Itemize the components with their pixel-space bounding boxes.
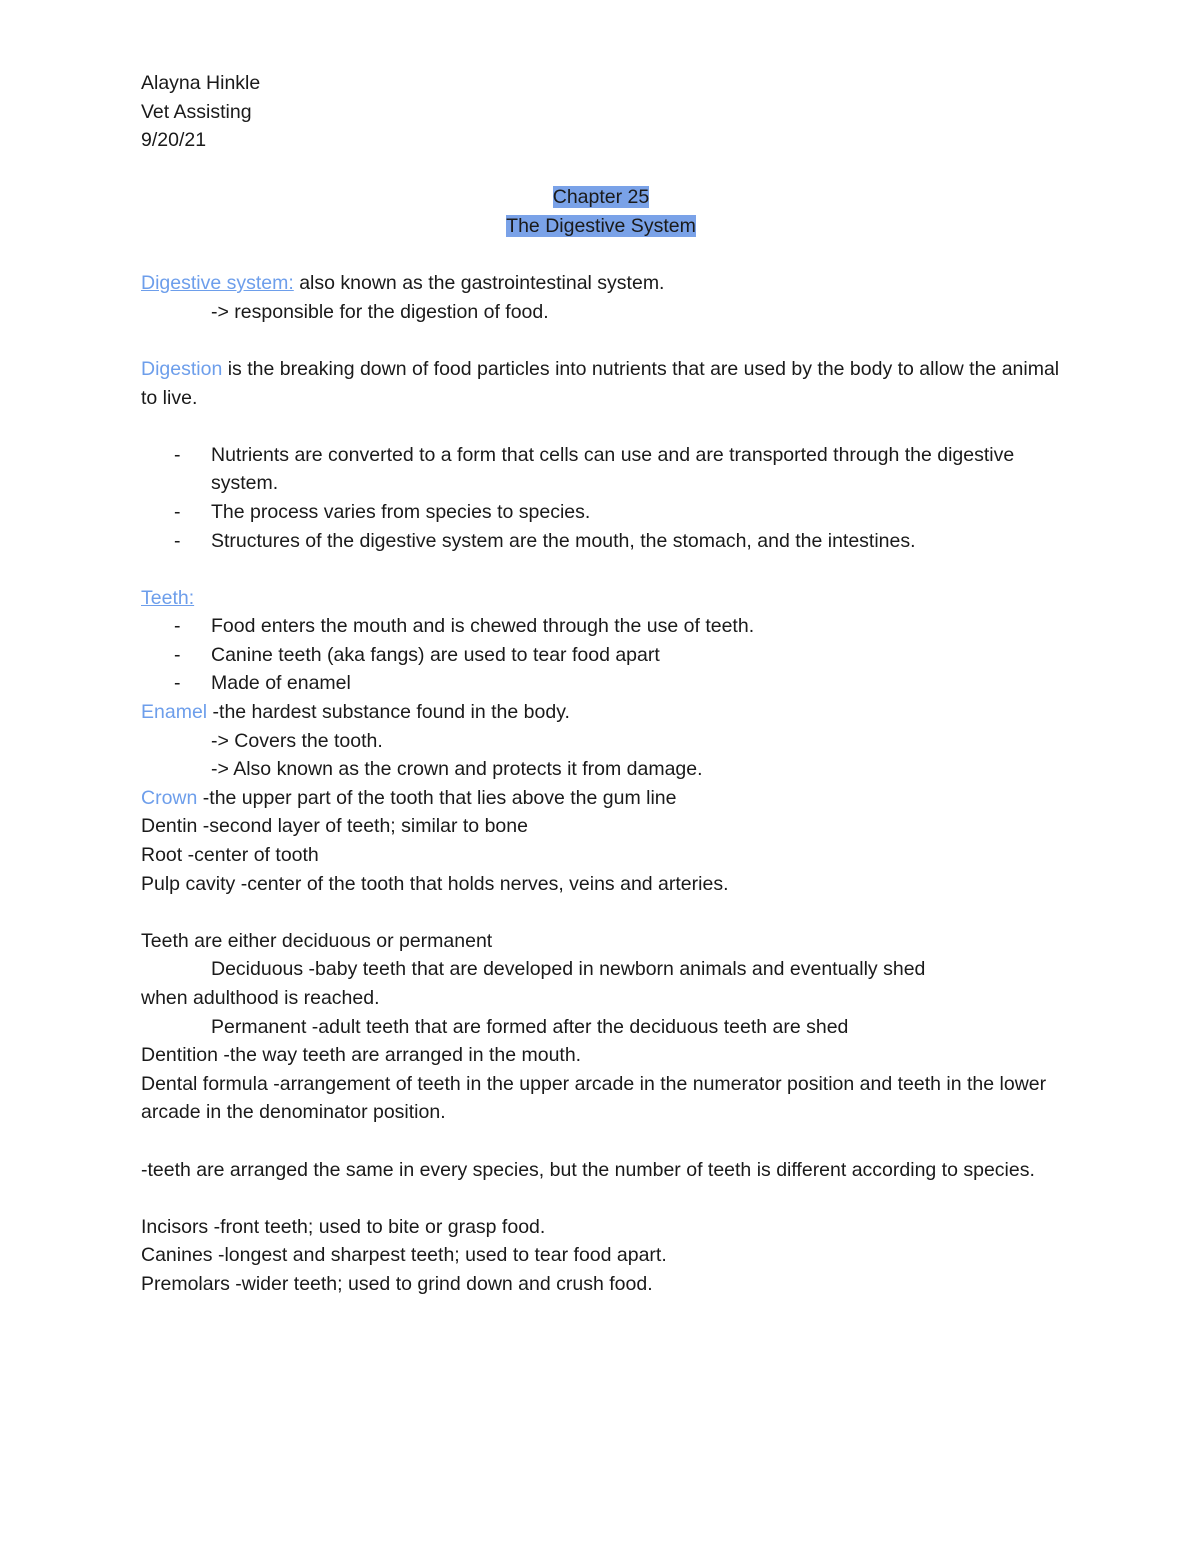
course-name: Vet Assisting xyxy=(141,100,252,123)
author-name: Alayna Hinkle xyxy=(141,72,261,94)
bullet-dash: - xyxy=(174,643,181,666)
bullet-dash: - xyxy=(174,529,181,552)
enamel-term: Enamel xyxy=(141,701,208,724)
list-item-text: Made of enamel xyxy=(211,672,351,695)
chapter-label: Chapter 25 xyxy=(552,186,650,209)
teeth-heading xyxy=(141,584,1061,613)
dental-formula-definition: Dental formula -arrangement of teeth in the upper arcade in the numerator position and teeth in the lower arcade in the denominator position. xyxy=(141,1072,1047,1124)
dentin-definition: Dentin -second layer of teeth; similar to bone xyxy=(141,815,528,838)
enamel-text: -the hardest substance found in the body. xyxy=(207,701,570,724)
dentition-definition: Dentition -the way teeth are arranged in the mouth. xyxy=(141,1044,582,1067)
teeth-bullet-list xyxy=(141,612,1061,698)
digestion-definition xyxy=(141,355,1061,412)
crown-term: Crown xyxy=(141,786,198,809)
teeth-types-intro: Teeth are either deciduous or permanent xyxy=(141,929,493,952)
deciduous-definition-cont: when adulthood is reached. xyxy=(141,987,380,1009)
enamel-note-2: -> Also known as the crown and protects it from damage. xyxy=(211,758,703,781)
enamel-definition xyxy=(141,698,1061,727)
title-label: The Digestive System xyxy=(506,214,696,237)
arrangement-note: -teeth are arranged the same in every species, but the number of teeth is different according to species. xyxy=(141,1158,1035,1181)
canines-definition: Canines -longest and sharpest teeth; used to tear food apart. xyxy=(141,1244,667,1267)
digestive-system-definition xyxy=(141,269,1061,298)
document-body xyxy=(141,69,1061,1299)
list-item xyxy=(141,498,1061,527)
crown-text: -the upper part of the tooth that lies above the gum line xyxy=(197,786,677,809)
pulp-cavity-definition: Pulp cavity -center of the tooth that holds nerves, veins and arteries. xyxy=(141,872,729,895)
digestion-text: is the breaking down of food particles into nutrients that are used by the body to allow the animal to live. xyxy=(141,357,1060,409)
document-date: 9/20/21 xyxy=(141,129,207,152)
list-item-text: Canine teeth (aka fangs) are used to tear food apart xyxy=(211,643,660,666)
bullet-dash: - xyxy=(174,443,181,466)
bullet-dash: - xyxy=(174,500,181,523)
digestion-term: Digestion xyxy=(141,357,223,380)
incisors-definition: Incisors -front teeth; used to bite or grasp food. xyxy=(141,1215,546,1238)
list-item-text: The process varies from species to species. xyxy=(211,500,591,523)
digestion-bullet-list xyxy=(141,441,1061,555)
deciduous-definition: Deciduous -baby teeth that are developed in newborn animals and eventually shed xyxy=(211,958,926,981)
list-item-text: Structures of the digestive system are the mouth, the stomach, and the intestines. xyxy=(211,529,916,552)
root-definition: Root -center of tooth xyxy=(141,844,319,867)
list-item xyxy=(141,527,1061,556)
chapter-heading xyxy=(141,183,1061,212)
bullet-dash: - xyxy=(174,672,181,695)
list-item xyxy=(141,641,1061,670)
list-item xyxy=(141,669,1061,698)
document-title xyxy=(141,212,1061,241)
enamel-note-1: -> Covers the tooth. xyxy=(211,729,383,752)
digestive-system-text: also known as the gastrointestinal system. xyxy=(293,272,665,295)
teeth-heading-link[interactable]: Teeth: xyxy=(141,586,195,609)
bullet-dash: - xyxy=(174,615,181,638)
premolars-definition: Premolars -wider teeth; used to grind down and crush food. xyxy=(141,1272,653,1295)
digestive-system-note: -> responsible for the digestion of food. xyxy=(211,300,549,323)
digestive-system-term[interactable]: Digestive system: xyxy=(141,272,294,295)
list-item xyxy=(141,612,1061,641)
list-item xyxy=(141,441,1061,498)
list-item-text: Food enters the mouth and is chewed through the use of teeth. xyxy=(211,615,755,638)
permanent-definition: Permanent -adult teeth that are formed after the deciduous teeth are shed xyxy=(211,1015,849,1038)
crown-definition xyxy=(141,784,1061,813)
list-item-text: Nutrients are converted to a form that cells can use and are transported through the digestive system. xyxy=(211,443,1015,495)
